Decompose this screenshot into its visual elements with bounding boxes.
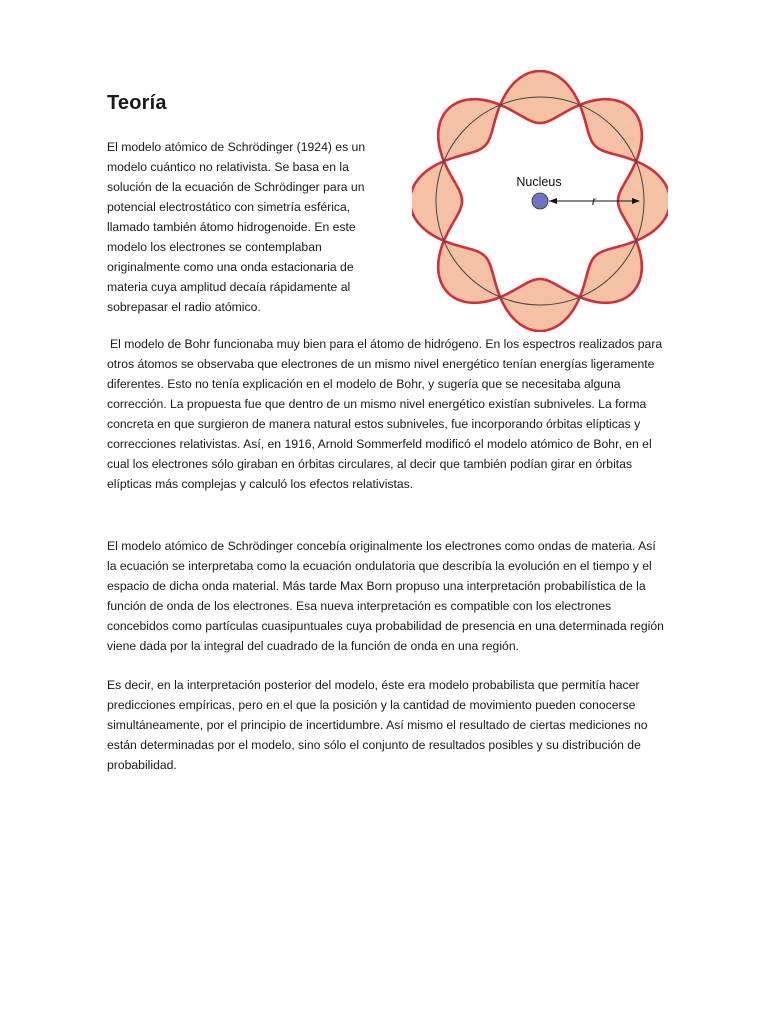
paragraph-schrodinger-intro: El modelo atómico de Schrödinger (1924) es un modelo cuántico no relativista. Se basa en la solución de la ecuación de Schrödinger para un potencial electrostático con simetría esférica, llamado también átomo hidrogenoide. En este modelo los electrones se contemplaban originalmente como una onda estacionaria de materia cuya amplitud decaía rápidamente al sobrepasar el radio atómico. xyxy=(107,140,366,314)
paragraph-probabilistic: Es decir, en la interpretación posterior del modelo, éste era modelo probabilista que permitía hacer predicciones empíricas, pero en el que la posición y la cantidad de movimiento pueden conocerse simultáneamente, por el principio de incertidumbre. Así mismo el resultado de ciertas mediciones no están determinadas por el modelo, sino sólo el conjunto de resultados posibles y su distribución de probabilidad. xyxy=(107,678,648,772)
nucleus xyxy=(532,193,548,209)
standing-wave-figure xyxy=(412,70,668,332)
radius-label: r xyxy=(592,194,596,208)
standing-wave-diagram xyxy=(412,70,668,332)
radius-arrow-head-left xyxy=(549,198,557,204)
nucleus-label: Nucleus xyxy=(516,175,562,189)
paragraph-matter-waves: El modelo atómico de Schrödinger concebía originalmente los electrones como ondas de materia. Así la ecuación se interpretaba como la ecuación ondulatoria que describía la evolución en el tiempo y el espacio de dicha onda material. Más tarde Max Born propuso una interpretación probabilística de la función de onda de los electrones. Esa nueva interpretación es compatible con los electrones concebidos como partículas cuasipuntuales cuya probabilidad de presencia en una determinada región viene dada por la integral del cuadrado de la función de onda en una región. xyxy=(107,539,664,653)
paragraph-bohr-sommerfeld: El modelo de Bohr funcionaba muy bien para el átomo de hidrógeno. En los espectros realizados para otros átomos se observaba que electrones de un mismo nivel energético tenían energías ligeramente diferentes. Esto no tenía explicación en el modelo de Bohr, y sugería que se necesitaba alguna corrección. La propuesta fue que dentro de un mismo nivel energético existían subniveles. La forma concreta en que surgieron de manera natural estos subniveles, fue incorporando órbitas elípticas y correcciones relativistas. Así, en 1916, Arnold Sommerfeld modificó el modelo atómico de Bohr, en el cual los electrones sólo giraban en órbitas circulares, al decir que también podían girar en órbitas elípticas más complejas y calculó los efectos relativistas. xyxy=(107,337,663,491)
page-title: Teoría xyxy=(107,92,167,114)
